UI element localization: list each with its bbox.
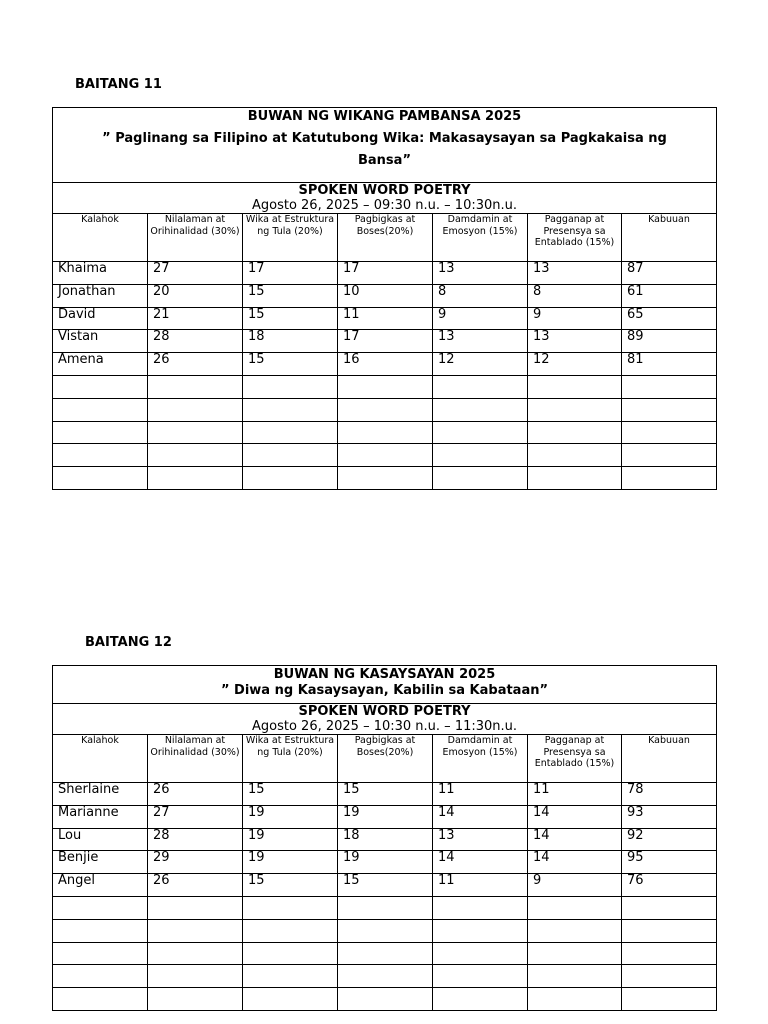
total-cell: 95: [622, 851, 717, 874]
score-cell: 19: [338, 851, 433, 874]
participant-name: David: [53, 307, 148, 330]
table-row: [53, 783, 717, 806]
theme-line-1: ” Diwa ng Kasaysayan, Kabilin sa Kabataan”: [220, 683, 549, 698]
event-header: [53, 108, 717, 183]
score-cell: 17: [338, 262, 433, 285]
column-header: Pagbigkas at Boses(20%): [338, 735, 433, 783]
empty-row: [53, 988, 717, 1011]
score-cell: 16: [338, 353, 433, 376]
empty-cell: [433, 896, 528, 919]
empty-cell: [338, 421, 433, 444]
column-header: Wika at Estruktura ng Tula (20%): [243, 735, 338, 783]
empty-cell: [433, 421, 528, 444]
empty-cell: [622, 942, 717, 965]
empty-cell: [528, 988, 622, 1011]
celebration-title: BUWAN NG WIKANG PAMBANSA 2025: [247, 109, 522, 124]
table-row: [53, 874, 717, 897]
score-cell: 14: [433, 805, 528, 828]
empty-cell: [338, 942, 433, 965]
column-header: Pagganap at Presensya sa Entablado (15%): [528, 214, 622, 262]
score-cell: 15: [338, 874, 433, 897]
score-cell: 26: [148, 874, 243, 897]
total-cell: 65: [622, 307, 717, 330]
empty-cell: [338, 965, 433, 988]
column-header: Damdamin at Emosyon (15%): [433, 214, 528, 262]
score-cell: 26: [148, 353, 243, 376]
column-header: Kalahok: [53, 735, 148, 783]
score-cell: 13: [433, 262, 528, 285]
empty-cell: [53, 896, 148, 919]
table-row: [53, 284, 717, 307]
empty-cell: [243, 398, 338, 421]
empty-row: [53, 942, 717, 965]
score-cell: 14: [528, 805, 622, 828]
empty-cell: [528, 375, 622, 398]
empty-cell: [433, 919, 528, 942]
score-cell: 11: [433, 783, 528, 806]
empty-cell: [622, 467, 717, 490]
empty-cell: [148, 375, 243, 398]
score-cell: 14: [433, 851, 528, 874]
score-cell: 9: [528, 307, 622, 330]
total-cell: 81: [622, 353, 717, 376]
score-cell: 13: [528, 262, 622, 285]
empty-cell: [622, 375, 717, 398]
grade-12-score-table: [52, 665, 717, 1011]
empty-cell: [148, 467, 243, 490]
empty-cell: [53, 965, 148, 988]
column-header: Kabuuan: [622, 735, 717, 783]
score-cell: 15: [243, 783, 338, 806]
score-cell: 15: [338, 783, 433, 806]
score-cell: 20: [148, 284, 243, 307]
empty-cell: [528, 896, 622, 919]
column-header: Kalahok: [53, 214, 148, 262]
score-cell: 28: [148, 330, 243, 353]
event-info: [53, 704, 717, 735]
empty-cell: [433, 467, 528, 490]
score-cell: 17: [338, 330, 433, 353]
score-cell: 15: [243, 284, 338, 307]
score-cell: 13: [433, 330, 528, 353]
empty-cell: [622, 919, 717, 942]
score-cell: 12: [528, 353, 622, 376]
empty-cell: [338, 988, 433, 1011]
score-cell: 9: [433, 307, 528, 330]
event-schedule: Agosto 26, 2025 – 09:30 n.u. – 10:30n.u.: [251, 198, 518, 213]
empty-cell: [148, 988, 243, 1011]
empty-cell: [243, 896, 338, 919]
score-cell: 26: [148, 783, 243, 806]
empty-cell: [148, 919, 243, 942]
empty-cell: [148, 965, 243, 988]
empty-cell: [528, 919, 622, 942]
empty-cell: [338, 375, 433, 398]
table-row: [53, 330, 717, 353]
participant-name: Amena: [53, 353, 148, 376]
empty-cell: [148, 444, 243, 467]
empty-cell: [433, 965, 528, 988]
participant-name: Vistan: [53, 330, 148, 353]
score-cell: 10: [338, 284, 433, 307]
score-cell: 14: [528, 851, 622, 874]
empty-row: [53, 919, 717, 942]
empty-row: [53, 375, 717, 398]
empty-cell: [53, 942, 148, 965]
score-cell: 15: [243, 874, 338, 897]
empty-cell: [53, 444, 148, 467]
empty-row: [53, 965, 717, 988]
empty-cell: [243, 375, 338, 398]
empty-row: [53, 896, 717, 919]
score-cell: 19: [338, 805, 433, 828]
event-name: SPOKEN WORD POETRY: [298, 704, 471, 719]
total-cell: 93: [622, 805, 717, 828]
column-header: Pagganap at Presensya sa Entablado (15%): [528, 735, 622, 783]
empty-cell: [338, 896, 433, 919]
empty-cell: [53, 919, 148, 942]
score-cell: 8: [528, 284, 622, 307]
empty-cell: [433, 942, 528, 965]
event-schedule: Agosto 26, 2025 – 10:30 n.u. – 11:30n.u.: [252, 719, 518, 734]
column-header: Kabuuan: [622, 214, 717, 262]
column-header: Pagbigkas at Boses(20%): [338, 214, 433, 262]
grade-12-label: BAITANG 12: [85, 635, 172, 650]
column-header: Damdamin at Emosyon (15%): [433, 735, 528, 783]
participant-name: Jonathan: [53, 284, 148, 307]
empty-cell: [528, 942, 622, 965]
event-header: [53, 666, 717, 704]
table-row: [53, 828, 717, 851]
empty-cell: [528, 467, 622, 490]
column-header: Nilalaman at Orihinalidad (30%): [148, 735, 243, 783]
empty-cell: [148, 421, 243, 444]
empty-cell: [243, 444, 338, 467]
empty-cell: [338, 444, 433, 467]
empty-cell: [528, 965, 622, 988]
empty-cell: [53, 375, 148, 398]
empty-cell: [53, 398, 148, 421]
empty-row: [53, 398, 717, 421]
total-cell: 76: [622, 874, 717, 897]
empty-cell: [622, 988, 717, 1011]
total-cell: 61: [622, 284, 717, 307]
score-cell: 8: [433, 284, 528, 307]
empty-cell: [148, 398, 243, 421]
empty-cell: [243, 467, 338, 490]
score-cell: 27: [148, 805, 243, 828]
score-cell: 13: [528, 330, 622, 353]
total-cell: 87: [622, 262, 717, 285]
empty-cell: [338, 398, 433, 421]
empty-row: [53, 421, 717, 444]
event-name: SPOKEN WORD POETRY: [298, 183, 471, 198]
score-cell: 12: [433, 353, 528, 376]
event-info: [53, 183, 717, 214]
empty-cell: [148, 942, 243, 965]
total-cell: 92: [622, 828, 717, 851]
score-cell: 19: [243, 851, 338, 874]
participant-name: Marianne: [53, 805, 148, 828]
score-cell: 15: [243, 307, 338, 330]
score-cell: 29: [148, 851, 243, 874]
empty-row: [53, 444, 717, 467]
table-row: [53, 262, 717, 285]
participant-name: Angel: [53, 874, 148, 897]
empty-cell: [338, 919, 433, 942]
participant-name: Khaima: [53, 262, 148, 285]
score-cell: 27: [148, 262, 243, 285]
empty-cell: [433, 375, 528, 398]
theme-line-2: Bansa”: [358, 153, 411, 168]
score-cell: 11: [528, 783, 622, 806]
column-header-row: [53, 214, 717, 262]
empty-cell: [243, 942, 338, 965]
empty-cell: [53, 467, 148, 490]
total-cell: 78: [622, 783, 717, 806]
theme-line-1: ” Paglinang sa Filipino at Katutubong Wika: Makasaysayan sa Pagkakaisa ng: [102, 131, 667, 146]
grade-11-score-table: [52, 107, 717, 490]
score-cell: 15: [243, 353, 338, 376]
table-row: [53, 353, 717, 376]
empty-cell: [528, 421, 622, 444]
score-cell: 13: [433, 828, 528, 851]
column-header-row: [53, 735, 717, 783]
empty-cell: [53, 421, 148, 444]
column-header: Nilalaman at Orihinalidad (30%): [148, 214, 243, 262]
empty-cell: [528, 398, 622, 421]
column-header: Wika at Estruktura ng Tula (20%): [243, 214, 338, 262]
score-cell: 18: [338, 828, 433, 851]
empty-cell: [622, 421, 717, 444]
score-cell: 19: [243, 828, 338, 851]
score-cell: 11: [433, 874, 528, 897]
celebration-title: BUWAN NG KASAYSAYAN 2025: [273, 667, 496, 682]
score-cell: 9: [528, 874, 622, 897]
participant-name: Lou: [53, 828, 148, 851]
empty-cell: [243, 919, 338, 942]
empty-cell: [528, 444, 622, 467]
total-cell: 89: [622, 330, 717, 353]
empty-cell: [148, 896, 243, 919]
score-cell: 11: [338, 307, 433, 330]
score-cell: 21: [148, 307, 243, 330]
empty-cell: [433, 988, 528, 1011]
score-cell: 17: [243, 262, 338, 285]
score-cell: 18: [243, 330, 338, 353]
empty-cell: [433, 398, 528, 421]
empty-cell: [53, 988, 148, 1011]
empty-cell: [243, 421, 338, 444]
empty-cell: [243, 965, 338, 988]
table-row: [53, 307, 717, 330]
empty-cell: [243, 988, 338, 1011]
empty-cell: [622, 896, 717, 919]
empty-cell: [622, 965, 717, 988]
score-cell: 14: [528, 828, 622, 851]
grade-11-label: BAITANG 11: [75, 77, 162, 92]
empty-cell: [622, 444, 717, 467]
empty-cell: [338, 467, 433, 490]
participant-name: Sherlaine: [53, 783, 148, 806]
participant-name: Benjie: [53, 851, 148, 874]
score-cell: 28: [148, 828, 243, 851]
empty-cell: [433, 444, 528, 467]
empty-cell: [622, 398, 717, 421]
score-cell: 19: [243, 805, 338, 828]
table-row: [53, 805, 717, 828]
table-row: [53, 851, 717, 874]
empty-row: [53, 467, 717, 490]
